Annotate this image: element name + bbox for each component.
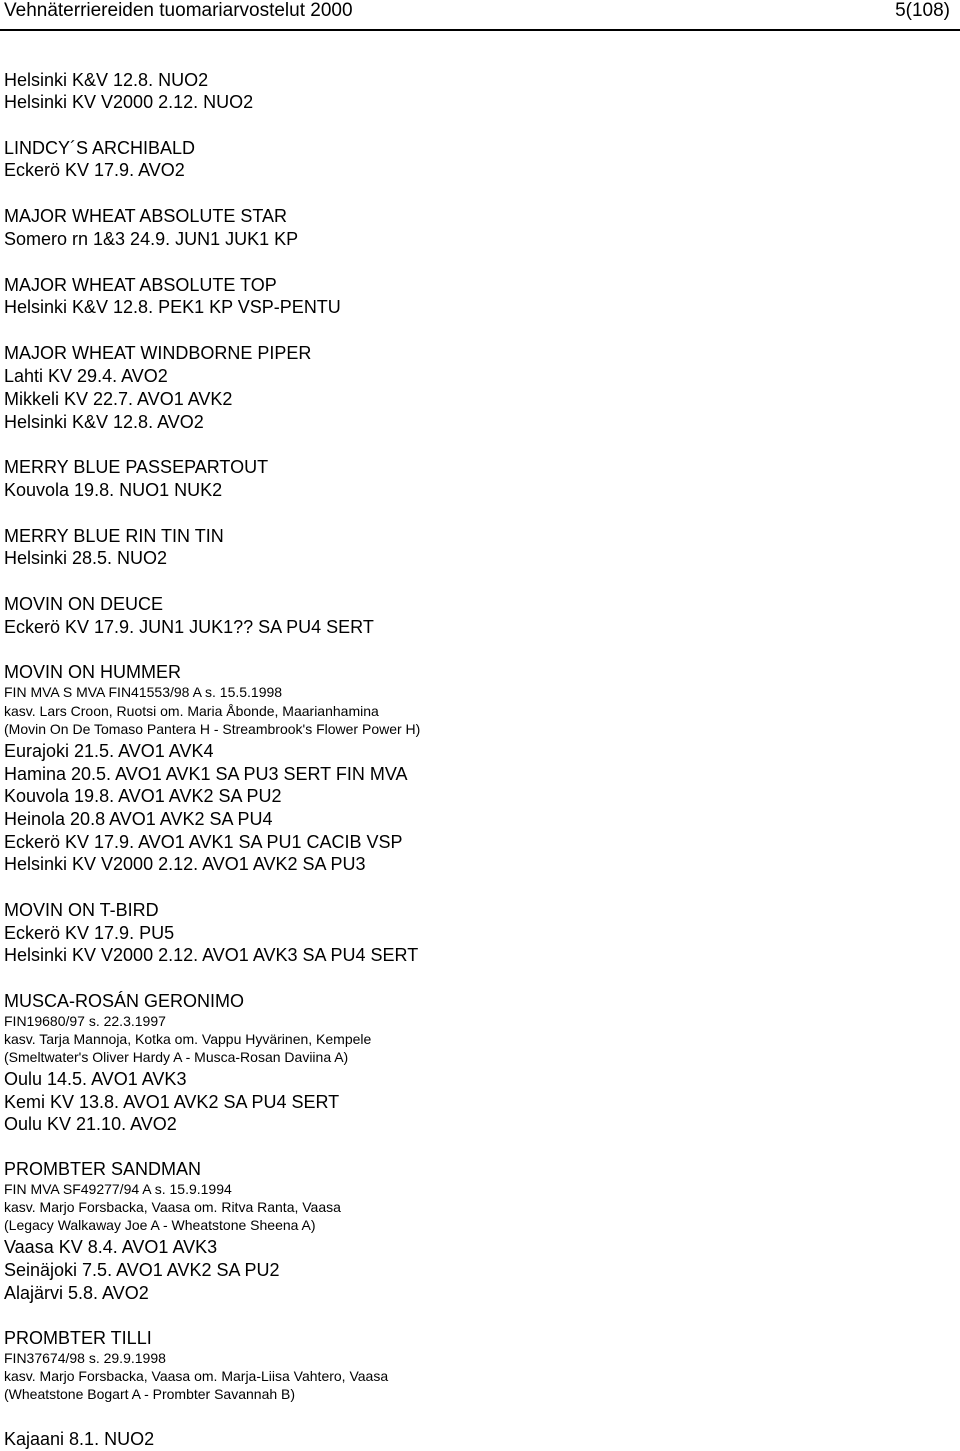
result-line: Oulu KV 21.10. AVO2 bbox=[4, 1114, 177, 1134]
registration-line: FIN MVA SF49277/94 A s. 15.9.1994 bbox=[4, 1181, 232, 1197]
breeder-line: kasv. Marjo Forsbacka, Vaasa om. Ritva Ranta, Vaasa bbox=[4, 1199, 341, 1215]
dog-name: MERRY BLUE PASSEPARTOUT bbox=[4, 457, 269, 477]
result-line: Mikkeli KV 22.7. AVO1 AVK2 bbox=[4, 389, 233, 409]
dog-name: PROMBTER SANDMAN bbox=[4, 1159, 202, 1179]
registration-line: FIN MVA S MVA FIN41553/98 A s. 15.5.1998 bbox=[4, 684, 283, 700]
dog-name: MAJOR WHEAT WINDBORNE PIPER bbox=[4, 343, 312, 363]
parents-line: (Wheatstone Bogart A - Prombter Savannah B) bbox=[4, 1386, 296, 1402]
page-number: 5(108) bbox=[895, 0, 950, 21]
result-line: Alajärvi 5.8. AVO2 bbox=[4, 1283, 149, 1303]
result-line: Helsinki K&V 12.8. AVO2 bbox=[4, 412, 204, 432]
result-line: Eckerö KV 17.9. JUN1 JUK1?? SA PU4 SERT bbox=[4, 617, 374, 637]
result-line: Helsinki KV V2000 2.12. AVO1 AVK3 SA PU4 SERT bbox=[4, 945, 419, 965]
registration-line: FIN19680/97 s. 22.3.1997 bbox=[4, 1013, 166, 1029]
result-line: Helsinki 28.5. NUO2 bbox=[4, 548, 168, 568]
result-line: Kajaani 8.1. NUO2 bbox=[4, 1429, 155, 1449]
result-line: Kemi KV 13.8. AVO1 AVK2 SA PU4 SERT bbox=[4, 1092, 340, 1112]
result-line: Eckerö KV 17.9. AVO1 AVK1 SA PU1 CACIB VSP bbox=[4, 832, 403, 852]
breeder-line: kasv. Marjo Forsbacka, Vaasa om. Marja-Liisa Vahtero, Vaasa bbox=[4, 1368, 389, 1384]
result-line: Vaasa KV 8.4. AVO1 AVK3 bbox=[4, 1237, 218, 1257]
result-line: Eurajoki 21.5. AVO1 AVK4 bbox=[4, 741, 214, 761]
result-line: Helsinki K&V 12.8. PEK1 KP VSP-PENTU bbox=[4, 297, 341, 317]
dog-name: MOVIN ON HUMMER bbox=[4, 662, 181, 682]
dog-name: LINDCY´S ARCHIBALD bbox=[4, 138, 196, 158]
parents-line: (Legacy Walkaway Joe A - Wheatstone Sheena A) bbox=[4, 1217, 316, 1233]
dog-name: PROMBTER TILLI bbox=[4, 1328, 152, 1348]
breeder-line: kasv. Lars Croon, Ruotsi om. Maria Åbonde, Maarianhamina bbox=[4, 703, 379, 719]
header-rule bbox=[0, 29, 960, 31]
registration-line: FIN37674/98 s. 29.9.1998 bbox=[4, 1350, 166, 1366]
result-line: Oulu 14.5. AVO1 AVK3 bbox=[4, 1069, 187, 1089]
result-line: Heinola 20.8 AVO1 AVK2 SA PU4 bbox=[4, 809, 273, 829]
result-line: Somero rn 1&3 24.9. JUN1 JUK1 KP bbox=[4, 229, 299, 249]
result-line: Helsinki KV V2000 2.12. AVO1 AVK2 SA PU3 bbox=[4, 854, 366, 874]
dog-name: MAJOR WHEAT ABSOLUTE TOP bbox=[4, 275, 277, 295]
result-line: Eckerö KV 17.9. PU5 bbox=[4, 923, 175, 943]
breeder-line: kasv. Tarja Mannoja, Kotka om. Vappu Hyvärinen, Kempele bbox=[4, 1031, 372, 1047]
result-line: Lahti KV 29.4. AVO2 bbox=[4, 366, 168, 386]
document-header-title: Vehnäterriereiden tuomariarvostelut 2000 bbox=[4, 0, 353, 21]
dog-name: MOVIN ON DEUCE bbox=[4, 594, 164, 614]
result-line: Helsinki KV V2000 2.12. NUO2 bbox=[4, 92, 254, 112]
parents-line: (Movin On De Tomaso Pantera H - Streambrook's Flower Power H) bbox=[4, 721, 421, 737]
dog-name: MAJOR WHEAT ABSOLUTE STAR bbox=[4, 206, 288, 226]
result-line: Hamina 20.5. AVO1 AVK1 SA PU3 SERT FIN MVA bbox=[4, 764, 408, 784]
parents-line: (Smeltwater's Oliver Hardy A - Musca-Rosan Daviina A) bbox=[4, 1049, 349, 1065]
dog-name: MOVIN ON T-BIRD bbox=[4, 900, 159, 920]
result-line: Seinäjoki 7.5. AVO1 AVK2 SA PU2 bbox=[4, 1260, 280, 1280]
dog-name: MERRY BLUE RIN TIN TIN bbox=[4, 526, 224, 546]
result-line: Eckerö KV 17.9. AVO2 bbox=[4, 160, 185, 180]
dog-name: MUSCA-ROSÁN GERONIMO bbox=[4, 991, 245, 1011]
result-line: Kouvola 19.8. AVO1 AVK2 SA PU2 bbox=[4, 786, 282, 806]
result-line: Kouvola 19.8. NUO1 NUK2 bbox=[4, 480, 223, 500]
result-line: Helsinki K&V 12.8. NUO2 bbox=[4, 70, 209, 90]
